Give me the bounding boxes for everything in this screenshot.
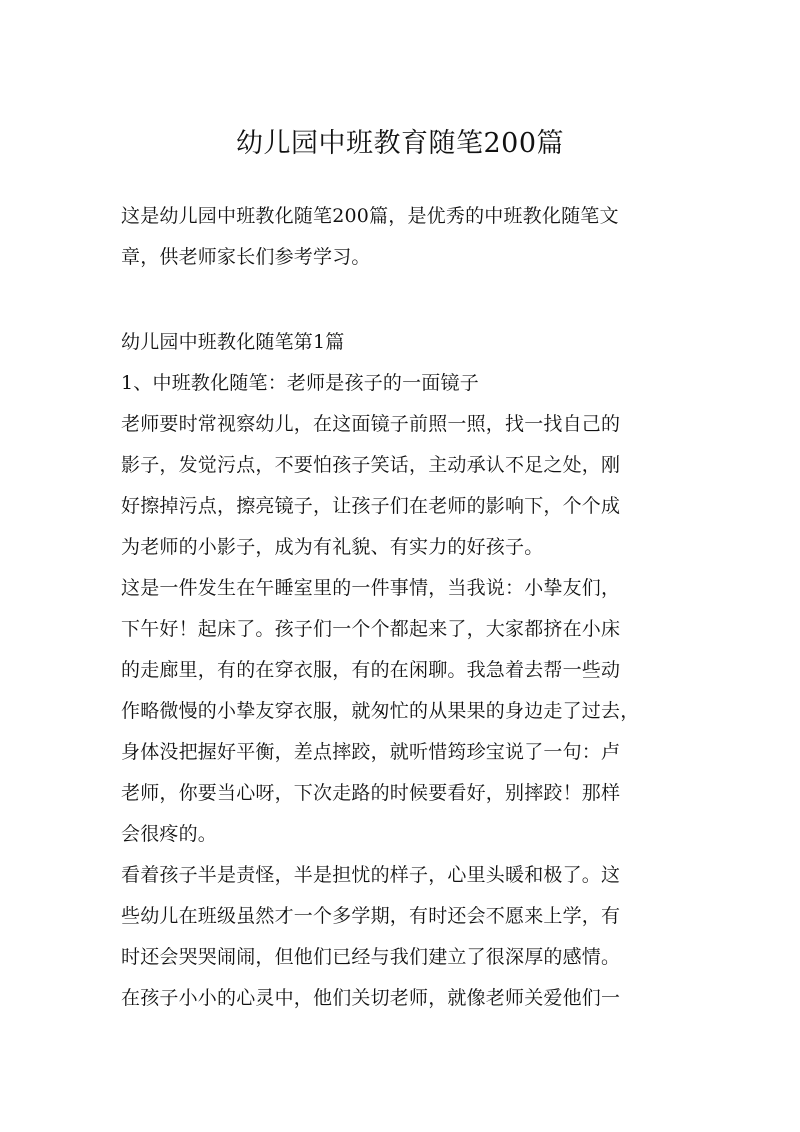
body-line: 在孩子小小的心灵中，他们关切老师，就像老师关爱他们一 — [121, 987, 621, 1009]
body-line: 会很疼的。 — [121, 823, 218, 845]
intro-line: 章，供老师家长们参考学习。 — [121, 246, 371, 268]
body-line: 老师，你要当心呀，下次走路的时候要看好，别摔跤！那样 — [121, 782, 621, 804]
body-line: 些幼儿在班级虽然才一个多学期，有时还会不愿来上学，有 — [121, 905, 621, 927]
subheading: 1、中班教化随笔：老师是孩子的一面镜子 — [121, 372, 479, 394]
body-line: 这是一件发生在午睡室里的一件事情，当我说：小挚友们， — [121, 577, 621, 599]
intro-paragraph — [121, 196, 681, 278]
body-line: 作略微慢的小挚友穿衣服，就匆忙的从果果的身边走了过去， — [121, 700, 640, 722]
body-line: 的走廊里，有的在穿衣服，有的在闲聊。我急着去帮一些动 — [121, 659, 621, 681]
body-line: 好擦掉污点，擦亮镜子，让孩子们在老师的影响下，个个成 — [121, 495, 621, 517]
body-line: 身体没把握好平衡，差点摔跤，就听惜筠珍宝说了一句：卢 — [121, 741, 621, 763]
body-line: 影子，发觉污点，不要怕孩子笑话，主动承认不足之处，刚 — [121, 454, 621, 476]
body-line: 下午好！起床了。孩子们一个个都起来了，大家都挤在小床 — [121, 618, 621, 640]
body-line: 老师要时常视察幼儿，在这面镜子前照一照，找一找自己的 — [121, 413, 621, 435]
body-line: 时还会哭哭闹闹，但他们已经与我们建立了很深厚的感情。 — [121, 946, 621, 968]
section-heading: 幼儿园中班教化随笔第1篇 — [121, 331, 345, 353]
intro-line: 这是幼儿园中班教化随笔200篇，是优秀的中班教化随笔文 — [121, 205, 619, 227]
body-line: 为老师的小影子，成为有礼貌、有实力的好孩子。 — [121, 536, 544, 558]
document-title: 幼儿园中班教育随笔200篇 — [235, 128, 565, 159]
body-line: 看着孩子半是责怪，半是担忧的样子，心里头暖和极了。这 — [121, 864, 621, 886]
article-body — [121, 322, 687, 1019]
